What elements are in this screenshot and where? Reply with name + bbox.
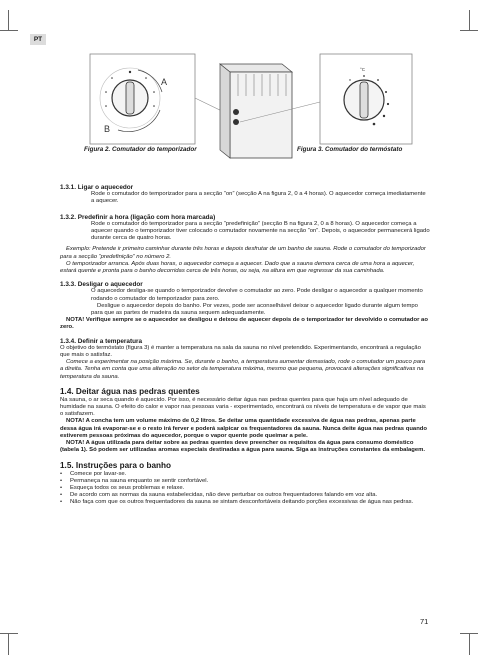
page-number: 71 [420,617,429,626]
crop-mark [469,10,470,30]
crop-mark [0,633,18,634]
section-1-3-1-text: Rode o comutador do temporizador para a secção “on” (secção A na figura 2, 0 a 4 horas). O aquecedor começa imediatamente a aquecer. [91,191,426,205]
section-1-3-1-heading: 1.3.1. Ligar o aquecedor [60,184,134,191]
list-item: • De acordo com as normas da sauna estabelecidas, não deve perturbar os outros frequentadores falando em voz alta. [60,492,430,499]
section-1-4-note-1: NOTA! A concha tem um volume máximo de 0,2 litros. Se deitar uma quantidade excessiva de água nas pedras, apenas parte dessa água irá evaporar-se e o resto irá ferver e poderá salpicar os frequentadores da sauna. Nunca deite água nas pedras quando estiverem pessoas próximas do aquecedor, porque o vapor quente pode queimar a pele. [60,418,427,439]
crop-mark [0,30,18,31]
bathing-instructions-list [60,471,430,507]
document-body [60,184,430,507]
section-1-4-note-2: NOTA! A água utilizada para deitar sobre as pedras quentes deve preencher os requisitos da água para consumo doméstico (tabela 1). Só podem ser utilizadas aromas especiais destinadas a água para sauna. Siga as instruções constantes da embalagem. [60,440,426,454]
language-tab: PT [30,34,46,45]
figure-2-caption: Figura 2. Comutador do temporizador [84,146,197,153]
section-1-3-3-heading: 1.3.3. Desligar o aquecedor [60,281,143,289]
section-1-3-2-text: Rode o comutador do temporizador para a secção “predefinição” (secção B na figura 2, 0 a 8 horas). O aquecedor começa a aquecer quando o temporizador tiver colocado o comutador novamente na secção “on”. Depois, o aquecedor permanecerá ligado durante cerca de quatro horas. [91,220,430,242]
list-item: • Comece por lavar-se. [60,471,430,478]
section-1-4-heading: 1.4. Deitar água nas pedras quentes [60,386,200,396]
list-item: • Não faça com que os outros frequentadores da sauna se sintam desconfortáveis deitando porções excessivas de água nas pedras. [60,499,430,506]
section-1-3-3-note: NOTA! Verifique sempre se o aquecedor se desligou e deixou de aquecer depois de o temporizador ter devolvido o comutador ao zero. [60,317,428,331]
section-1-3-2-heading: 1.3.2. Predefinir a hora (ligação com hora marcada) [60,213,216,221]
figure-3-caption: Figura 3. Comutador do termóstato [297,146,403,153]
timer-label-b: B [104,124,111,134]
section-1-3-3-text-1: O aquecedor desliga-se quando o temporizador devolve o comutador ao zero. Pode desligar o aquecedor a qualquer momento rodando o comutador do temporizador para zero. [91,288,423,302]
crop-mark [460,30,478,31]
list-item: • Permaneça na sauna enquanto se sentir confortável. [60,478,430,485]
section-1-3-2-example [60,246,430,260]
example-part-1: Exemplo: Pretende ir primeiro caminhar durante três horas e depois desfrutar de um banho de sauna. Rode o comutador do temporizador para a secção “predefinição” no número 2. [60,246,426,260]
timer-label-a: A [161,77,168,87]
thermostat-unit-label: °C [360,67,366,72]
heater-body [230,72,292,158]
section-1-4-text: Na sauna, o ar seca quando é aquecido. Por isso, é necessário deitar água nas pedras quentes para que haja um nível adequado de humidade na sauna. O efeito do calor e vapor nas pessoas varia - experimentado, encontrará os níveis de temperatura e de vapor que mais o satisfazem. [60,396,426,418]
section-1-3-4-text: O objetivo do termóstato (figura 3) é manter a temperatura na sala da sauna no nível pretendido. Experimentando, encontrará a regulação que mais o satisfaz. [60,344,421,359]
section-1-3-4-heading: 1.3.4. Definir a temperatura [60,337,143,345]
section-1-5-heading: 1.5. Instruções para o banho [60,460,172,470]
section-1-3-4-text-italic: Comece a experimentar na posição máxima. Se, durante o banho, a temperatura aumentar demasiado, rode o comutador um pouco para a direita. Tenha em conta que uma alteração no setor da temperatura máxima, mesmo que pequena, provocará alterações significativas na temperatura da sauna. [60,359,426,380]
crop-mark [469,633,470,655]
section-1-3-2-example-cont: O temporizador arranca. Após duas horas, o aquecedor começa a aquecer. Dado que a sauna demora cerca de uma hora a aquecer, estará quente e pronta para o banho decorridas cerca de três horas, ou seja, na altura em que regressar da sua caminhada. [60,260,415,275]
list-item: • Esqueça todos os seus problemas e relaxe. [60,485,430,492]
section-1-3-3-text-2: Desligue o aquecedor depois do banho. Por vezes, pode ser aconselhável deixar o aquecedor ligado durante algum tempo para que as partes de madeira da sauna sequem adequadamente. [91,302,418,317]
crop-mark [460,633,478,634]
crop-mark [8,10,9,30]
crop-mark [8,633,9,655]
